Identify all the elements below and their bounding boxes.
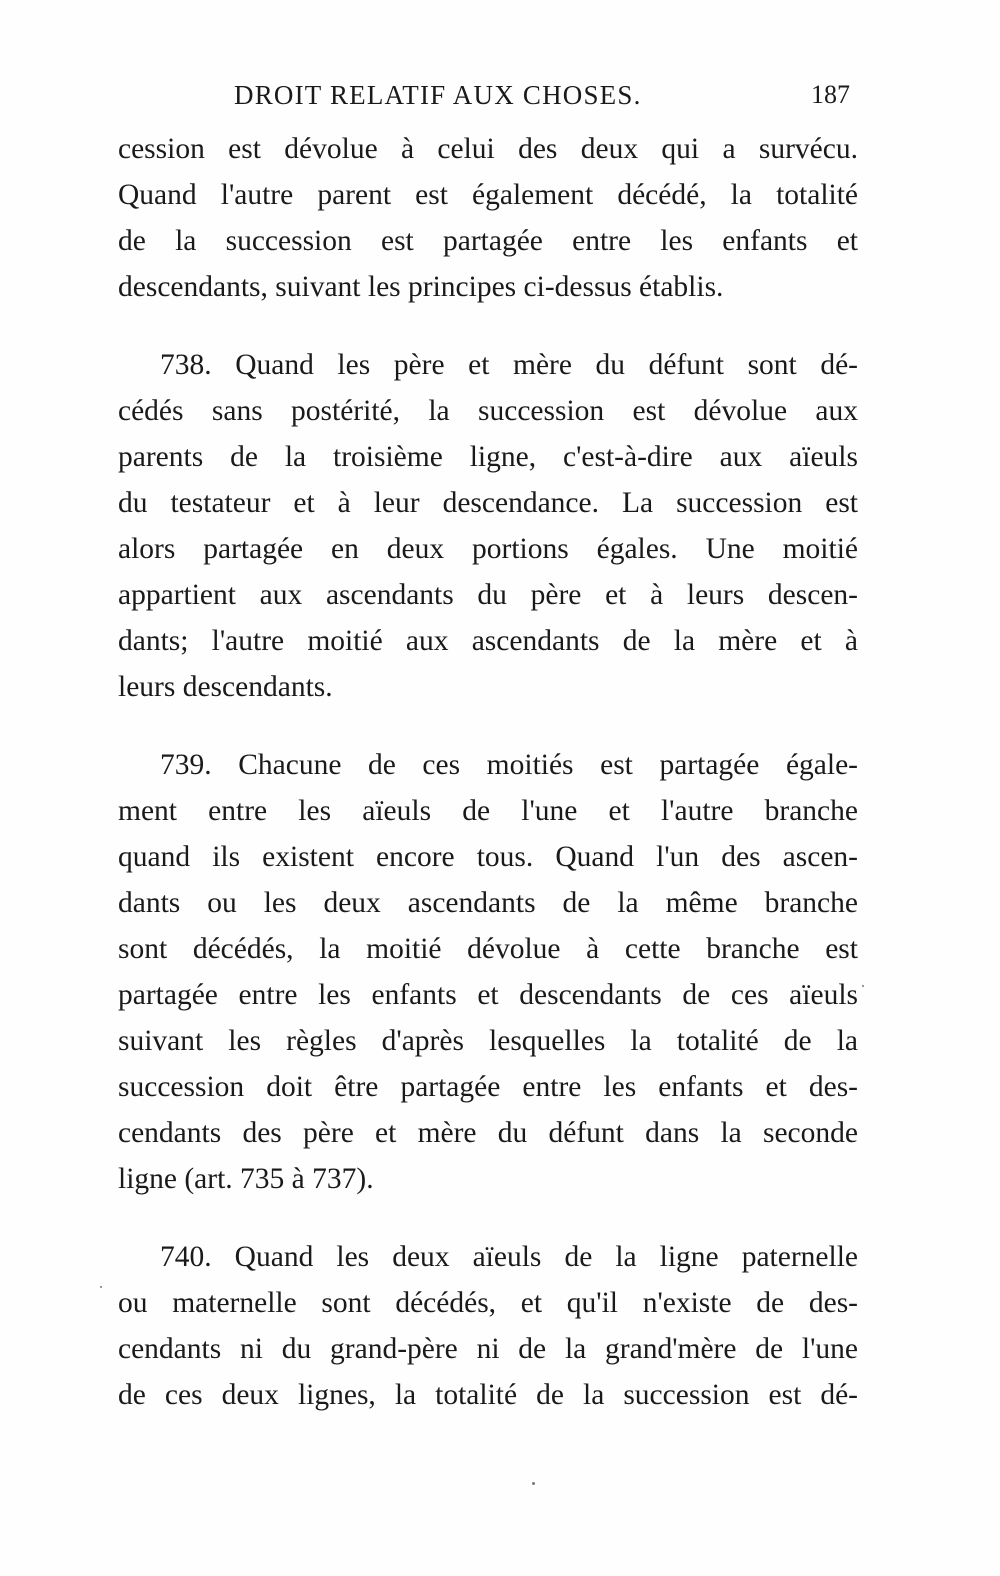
paragraph-article-739 bbox=[118, 742, 858, 1202]
page-header bbox=[118, 80, 858, 120]
text-line: parents de la troisième ligne, c'est-à-dire aux aïeuls bbox=[118, 441, 858, 473]
paper-speck bbox=[532, 1482, 535, 1485]
text-line: ou maternelle sont décédés, et qu'il n'existe de des- bbox=[118, 1287, 858, 1319]
text-line: 739. Chacune de ces moitiés est partagée égale- bbox=[160, 749, 858, 781]
text-line: partagée entre les enfants et descendants de ces aïeuls bbox=[118, 979, 858, 1011]
text-line: Quand l'autre parent est également décédé, la totalité bbox=[118, 179, 858, 211]
text-line: dants ou les deux ascendants de la même branche bbox=[118, 887, 858, 919]
text-line: 740. Quand les deux aïeuls de la ligne paternelle bbox=[160, 1241, 858, 1273]
paragraph-article-740 bbox=[118, 1234, 858, 1418]
text-line: cendants des père et mère du défunt dans la seconde bbox=[118, 1117, 858, 1149]
text-line: sont décédés, la moitié dévolue à cette branche est bbox=[118, 933, 858, 965]
text-line: appartient aux ascendants du père et à leurs descen- bbox=[118, 579, 858, 611]
paper-speck bbox=[862, 985, 864, 987]
paper-speck bbox=[100, 1286, 102, 1288]
text-line: de ces deux lignes, la totalité de la succession est dé- bbox=[118, 1379, 858, 1411]
text-line: suivant les règles d'après lesquelles la totalité de la bbox=[118, 1025, 858, 1057]
text-line: de la succession est partagée entre les enfants et bbox=[118, 225, 858, 257]
paragraph-continuation bbox=[118, 126, 858, 310]
text-line: cédés sans postérité, la succession est dévolue aux bbox=[118, 395, 858, 427]
text-line: ligne (art. 735 à 737). bbox=[118, 1163, 374, 1195]
text-line: alors partagée en deux portions égales. Une moitié bbox=[118, 533, 858, 565]
text-line: leurs descendants. bbox=[118, 671, 333, 703]
text-line: dants; l'autre moitié aux ascendants de la mère et à bbox=[118, 625, 858, 657]
text-line: succession doit être partagée entre les enfants et des- bbox=[118, 1071, 858, 1103]
running-title: DROIT RELATIF AUX CHOSES. bbox=[234, 80, 642, 110]
body-text bbox=[118, 126, 858, 1418]
text-line: ment entre les aïeuls de l'une et l'autre branche bbox=[118, 795, 858, 827]
text-line: cession est dévolue à celui des deux qui a survécu. bbox=[118, 133, 858, 165]
page-number: 187 bbox=[811, 80, 850, 109]
text-line: 738. Quand les père et mère du défunt sont dé- bbox=[160, 349, 858, 381]
text-line: du testateur et à leur descendance. La succession est bbox=[118, 487, 858, 519]
text-line: cendants ni du grand-père ni de la grand'mère de l'une bbox=[118, 1333, 858, 1365]
text-line: quand ils existent encore tous. Quand l'un des ascen- bbox=[118, 841, 858, 873]
paragraph-article-738 bbox=[118, 342, 858, 710]
text-line: descendants, suivant les principes ci-dessus établis. bbox=[118, 271, 724, 303]
